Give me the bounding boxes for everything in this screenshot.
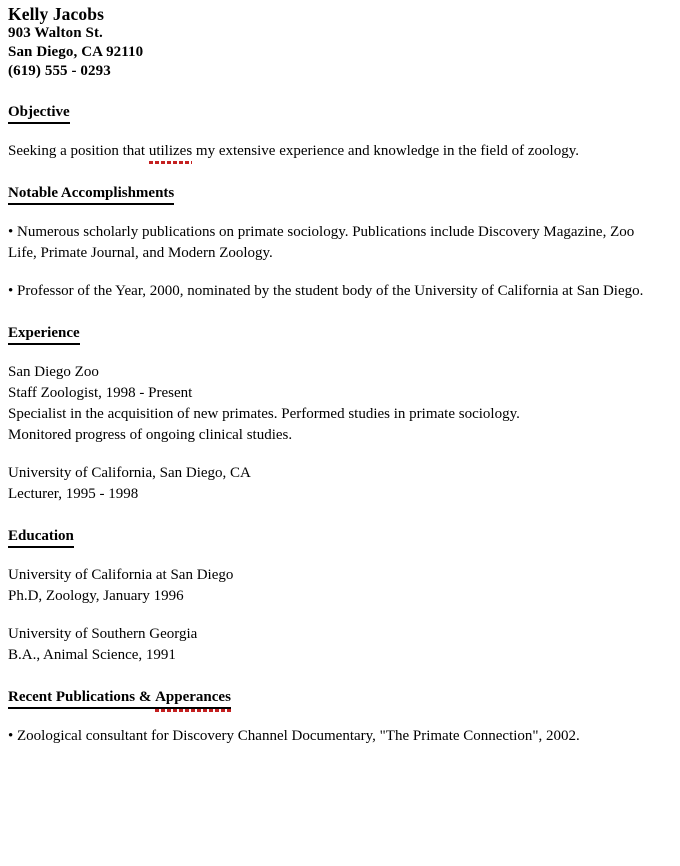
section-heading-notable-accomplishments [8,184,672,205]
publication-bullet: • Zoological consultant for Discovery Channel Documentary, "The Primate Connection", 2002. [8,728,580,744]
objective-text-before: Seeking a position that [8,143,149,159]
contact-header [8,4,672,81]
heading-text-before: Recent Publications & [8,689,156,705]
experience-title-dates: Lecturer, 1995 - 1998 [8,486,139,502]
section-heading-recent-publications [8,688,672,709]
misspelled-word-utilizes: utilizes [149,141,192,162]
education-degree: Ph.D, Zoology, January 1996 [8,588,184,604]
section-heading-education [8,527,672,548]
section-heading-experience [8,324,672,345]
experience-title-dates: Staff Zoologist, 1998 - Present [8,385,193,401]
education-institution: University of Southern Georgia [8,626,198,642]
section-heading-objective-text: Objective [8,103,70,124]
accomplishment-bullet: • Numerous scholarly publications on primate sociology. Publications include Discovery Magazine, Zoo Life, Primate Journal, and Modern Zoology. [8,224,635,261]
education-entry [8,565,656,607]
experience-description-line: Monitored progress of ongoing clinical studies. [8,427,293,443]
experience-employer: San Diego Zoo [8,364,99,380]
phone-number: (619) 555 - 0293 [8,63,111,79]
education-degree: B.A., Animal Science, 1991 [8,647,176,663]
objective-body [8,141,656,162]
section-heading-experience-text: Experience [8,324,80,345]
section-heading-education-text: Education [8,527,74,548]
address-city-state-zip: San Diego, CA 92110 [8,44,144,60]
applicant-name: Kelly Jacobs [8,4,104,24]
experience-entry [8,362,656,446]
address-street: 903 Walton St. [8,25,103,41]
accomplishment-bullet: • Professor of the Year, 2000, nominated by the student body of the University of California at San Diego. [8,283,644,299]
experience-employer: University of California, San Diego, CA [8,465,251,481]
section-heading-recent-publications-text [8,688,231,709]
objective-text-after: my extensive experience and knowledge in the field of zoology. [192,143,579,159]
education-entry [8,624,656,666]
section-heading-objective [8,103,672,124]
experience-entry [8,463,656,505]
misspelled-word-apperances: Apperances [155,689,231,705]
experience-description-line: Specialist in the acquisition of new primates. Performed studies in primate sociology. [8,406,520,422]
section-heading-notable-accomplishments-text: Notable Accomplishments [8,184,174,205]
education-institution: University of California at San Diego [8,567,234,583]
